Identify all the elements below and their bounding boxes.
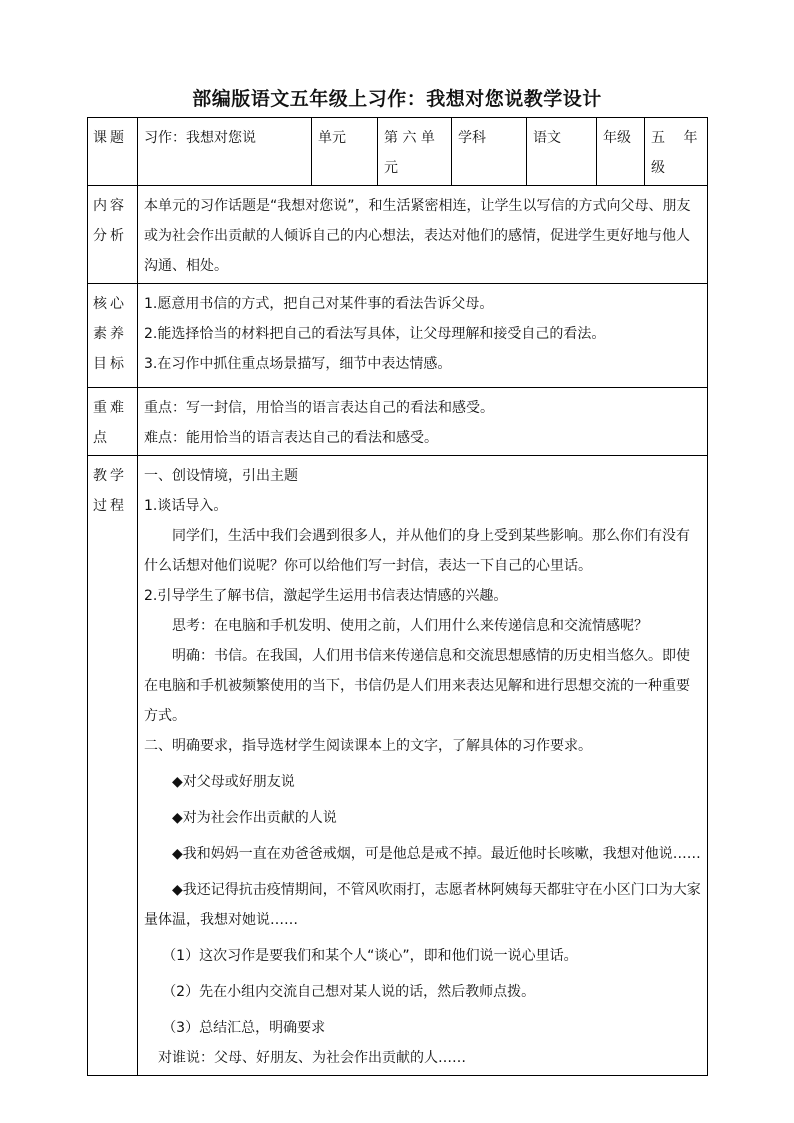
section1-title: 一、创设情境，引出主题 — [144, 468, 298, 484]
clarify-text: 明确：书信。在我国，人们用书信来传递信息和交流思想感情的历史相当悠久。即使在电脑和手机被频繁使用的当下，书信仍是人们用来表达见解和进行思想交流的一种重要方式。 — [144, 648, 690, 724]
focus-point: 重点：写一封信，用恰当的语言表达自己的看法和感受。 — [144, 400, 494, 416]
bullet-item: ◆对为社会作出贡献的人说 — [172, 810, 337, 826]
keypoints-row — [88, 388, 708, 456]
difficulty-point: 难点：能用恰当的语言表达自己的看法和感受。 — [144, 430, 438, 446]
analysis-label: 内容 分析 — [88, 186, 138, 284]
grade-value-line2: 级 — [651, 160, 665, 176]
grade-label: 年级 — [597, 118, 645, 186]
keypoints-content — [138, 388, 708, 456]
numbered-item: （1）这次习作是要我们和某个人“谈心”，即和他们说一说心里话。 — [162, 948, 578, 964]
grade-value — [645, 118, 708, 186]
analysis-text: 本单元的习作话题是“我想对您说”，和生活紧密相连，让学生以写信的方式向父母、朋友或为社会作出贡献的人倾诉自己的内心想法，表达对他们的感情，促进学生更好地与他人沟通、相处。 — [138, 186, 708, 284]
section2-title: 二、明确要求，指导选材学生阅读课本上的文字，了解具体的习作要求。 — [144, 738, 592, 754]
topic-value: 习作：我想对您说 — [138, 118, 312, 186]
goal-item: 2.能选择恰当的材料把自己的看法写具体，让父母理解和接受自己的看法。 — [144, 326, 606, 342]
subject-value: 语文 — [527, 118, 597, 186]
numbered-item: （3）总结汇总，明确要求 — [162, 1020, 326, 1036]
unit-value-line2: 元 — [384, 160, 398, 176]
keypoints-label: 重难 点 — [88, 388, 138, 456]
think-text: 思考：在电脑和手机发明、使用之前，人们用什么来传递信息和交流情感呢？ — [172, 618, 648, 634]
process-content — [138, 456, 708, 1076]
goal-item: 3.在习作中抓住重点场景描写，细节中表达情感。 — [144, 356, 452, 372]
document-title: 部编版语文五年级上习作：我想对您说教学设计 — [192, 88, 602, 110]
lesson-plan-table — [87, 117, 708, 1076]
goals-row — [88, 284, 708, 388]
bullet-item: ◆我还记得抗击疫情期间，不管风吹雨打，志愿者林阿姨每天都驻守在小区门口为大家量体温，我想对她说…… — [144, 882, 701, 928]
goals-label: 核心 素养 目标 — [88, 284, 138, 388]
step1-heading: 1.谈话导入。 — [144, 498, 228, 514]
subject-label: 学科 — [452, 118, 527, 186]
unit-label: 单元 — [312, 118, 378, 186]
header-row — [88, 118, 708, 186]
process-label: 教学 过程 — [88, 456, 138, 1076]
step2-heading: 2.引导学生了解书信，激起学生运用书信表达情感的兴趣。 — [144, 588, 508, 604]
unit-value-line1: 第 六 单 — [384, 130, 435, 146]
step1-text: 同学们，生活中我们会遇到很多人，并从他们的身上受到某些影响。那么你们有没有什么话想对他们说呢？你可以给他们写一封信，表达一下自己的心里话。 — [144, 528, 690, 574]
bullet-item: ◆我和妈妈一直在劝爸爸戒烟，可是他总是戒不掉。最近他时长咳嗽，我想对他说…… — [172, 846, 701, 862]
numbered-item: （2）先在小组内交流自己想对某人说的话，然后教师点拨。 — [162, 984, 536, 1000]
goal-item: 1.愿意用书信的方式，把自己对某件事的看法告诉父母。 — [144, 296, 494, 312]
last-line: 对谁说：父母、好朋友、为社会作出贡献的人…… — [158, 1050, 466, 1066]
process-row — [88, 456, 708, 1076]
unit-value — [378, 118, 452, 186]
topic-label: 课题 — [88, 118, 138, 186]
bullet-item: ◆对父母或好朋友说 — [172, 774, 295, 790]
goals-list — [138, 284, 708, 388]
grade-value-line1: 五 年 — [651, 130, 698, 146]
analysis-row — [88, 186, 708, 284]
